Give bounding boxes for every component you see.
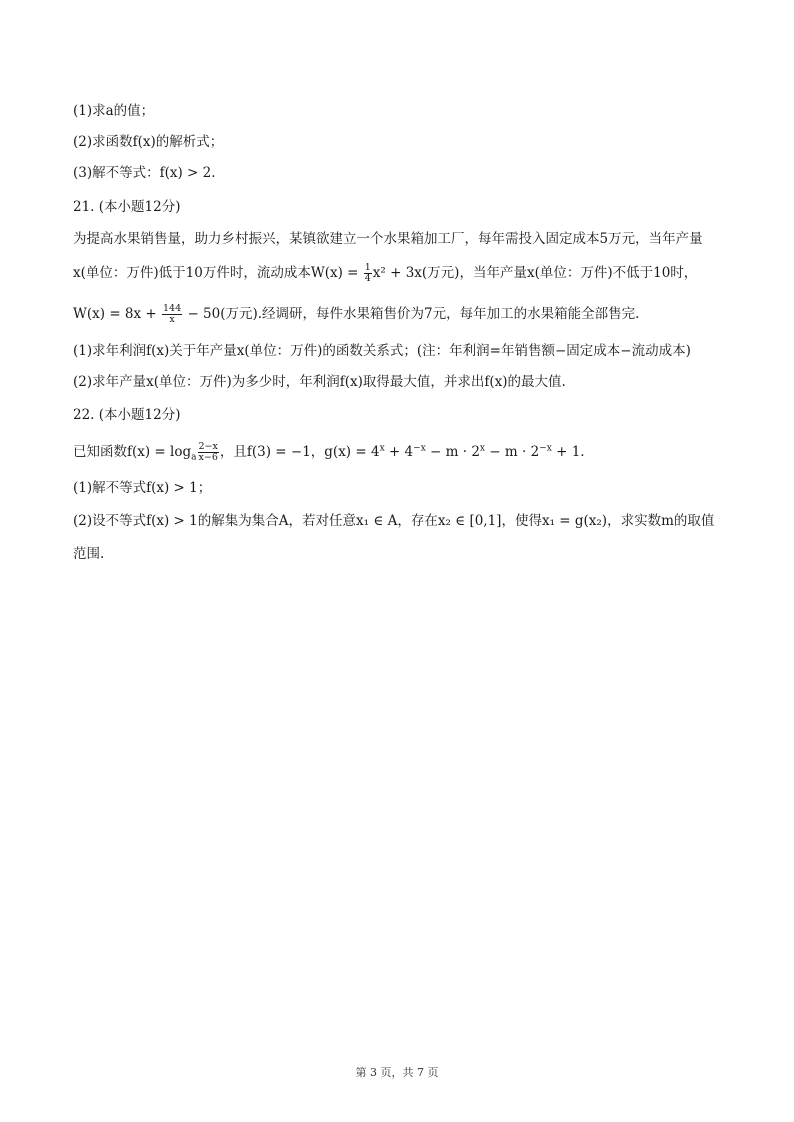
fraction-one-quarter <box>364 263 372 284</box>
fraction-144-over-x <box>162 304 182 325</box>
q20-part2: (2)求函数f(x)的解析式； <box>73 134 224 150</box>
exp-4: −x <box>539 443 552 454</box>
log-base: a <box>191 452 197 463</box>
frac-denominator: x−6 <box>198 452 218 463</box>
q21-line2-a: x(单位：万件)低于10万件时，流动成本W(x) = <box>73 265 363 281</box>
q21-part1: (1)求年利润f(x)关于年产量x(单位：万件)的函数关系式；(注：年利润=年销售额−固定成本−流动成本) <box>73 343 691 359</box>
q22-line1-c: + 4 <box>384 444 414 460</box>
frac-denominator: 4 <box>364 273 371 284</box>
q21-line3-a: W(x) = 8x + <box>73 306 162 322</box>
q21-line3 <box>73 303 734 325</box>
exp-3: x <box>479 443 485 454</box>
page-footer: 第 3 页，共 7 页 <box>355 1066 439 1079</box>
q22-part2-line1: (2)设不等式f(x) > 1的解集为集合A，若对任意x₁ ∈ A，存在x₂ ∈ [0,1]，使得x₁ = g(x₂)，求实数m的取值 <box>73 513 715 529</box>
q22-line1 <box>73 441 734 463</box>
exp-2: −x <box>413 443 426 454</box>
q22-line1-d: − m · 2 <box>425 444 480 460</box>
q21-line3-b: − 50(万元).经调研，每件水果箱售价为7元，每年加工的水果箱能全部售完. <box>183 306 640 322</box>
q22-line1-a: 已知函数f(x) = log <box>73 444 192 460</box>
q20-part1: (1)求a的值； <box>73 103 155 119</box>
exp-1: x <box>379 443 385 454</box>
q21-part2: (2)求年产量x(单位：万件)为多少时，年利润f(x)取得最大值，并求出f(x)的最大值. <box>73 374 566 390</box>
q22-line1-e: − m · 2 <box>485 444 540 460</box>
frac-numerator: 144 <box>163 303 182 314</box>
frac-denominator: x <box>169 314 175 325</box>
fraction-log-argument <box>198 442 219 463</box>
q21-line1: 为提高水果销售量，助力乡村振兴，某镇欲建立一个水果箱加工厂，每年需投入固定成本5万元，当年产量 <box>73 231 703 247</box>
q22-part1: (1)解不等式f(x) > 1； <box>73 480 212 496</box>
frac-numerator: 2−x <box>198 441 218 452</box>
q22-line1-f: + 1. <box>551 444 585 460</box>
q22-header: 22. (本小题12分) <box>73 407 181 423</box>
q21-line2-b: x² + 3x(万元)，当年产量x(单位：万件)不低于10时， <box>372 265 698 281</box>
q22-part2-line2: 范围. <box>73 546 105 562</box>
q20-part3: (3)解不等式：f(x) > 2. <box>73 165 216 181</box>
frac-numerator: 1 <box>364 262 371 273</box>
q21-header: 21. (本小题12分) <box>73 199 181 215</box>
q21-line2 <box>73 262 734 284</box>
q22-line1-b: ，且f(3) = −1，g(x) = 4 <box>219 444 380 460</box>
